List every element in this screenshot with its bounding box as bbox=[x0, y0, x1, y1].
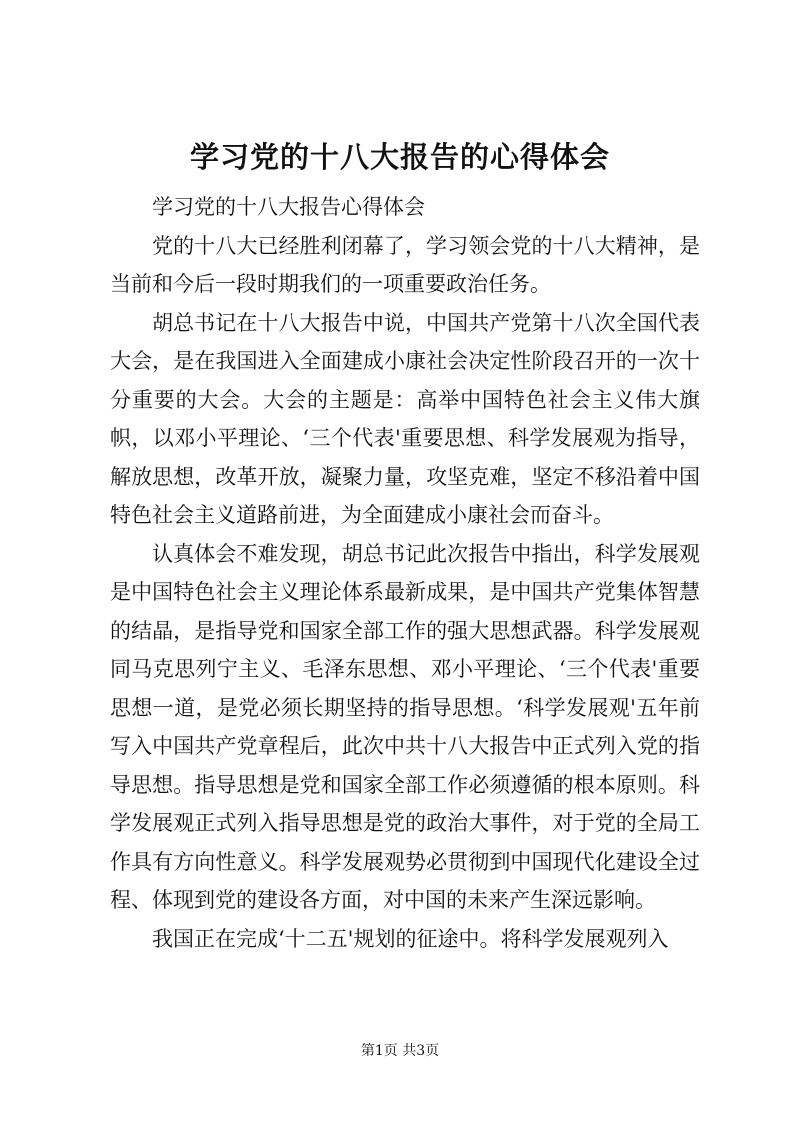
document-title: 学习党的十八大报告的心得体会 bbox=[189, 140, 610, 174]
page-number-footer: 第1页 共3页 bbox=[360, 1043, 440, 1059]
paragraph: 胡总书记在十八大报告中说，中国共产党第十八次全国代表大会，是在我国进入全面建成小康社会决定性阶段召开的一次十分重要的大会。大会的主题是：高举中国特色社会主义伟大旗帜，以邓小平理论、‘三个代表'重要思想、科学发展观为指导，解放思想，改革开放，凝聚力量，攻坚克难，坚定不移沿着中国特色社会主义道路前进，为全面建成小康社会而奋斗。 bbox=[110, 310, 700, 527]
paragraph: 认真体会不难发现，胡总书记此次报告中指出，科学发展观是中国特色社会主义理论体系最新成果，是中国共产党集体智慧的结晶，是指导党和国家全部工作的强大思想武器。科学发展观同马克思列宁主义、毛泽东思想、邓小平理论、‘三个代表'重要思想一道，是党必须长期坚持的指导思想。‘科学发展观'五年前写入中国共产党章程后，此次中共十八大报告中正式列入党的指导思想。指导思想是党和国家全部工作必须遵循的根本原则。科学发展观正式列入指导思想是党的政治大事件，对于党的全局工作具有方向性意义。科学发展观势必贯彻到中国现代化建设全过程、体现到党的建设各方面，对中国的未来产生深远影响。 bbox=[110, 541, 700, 912]
paragraph-subtitle: 学习党的十八大报告心得体会 bbox=[152, 195, 425, 219]
document-body bbox=[110, 188, 700, 958]
paragraph: 党的十八大已经胜利闭幕了，学习领会党的十八大精神，是当前和今后一段时期我们的一项重要政治任务。 bbox=[110, 233, 700, 296]
paragraph: 我国正在完成‘十二五'规划的征途中。将科学发展观列入 bbox=[152, 926, 669, 951]
